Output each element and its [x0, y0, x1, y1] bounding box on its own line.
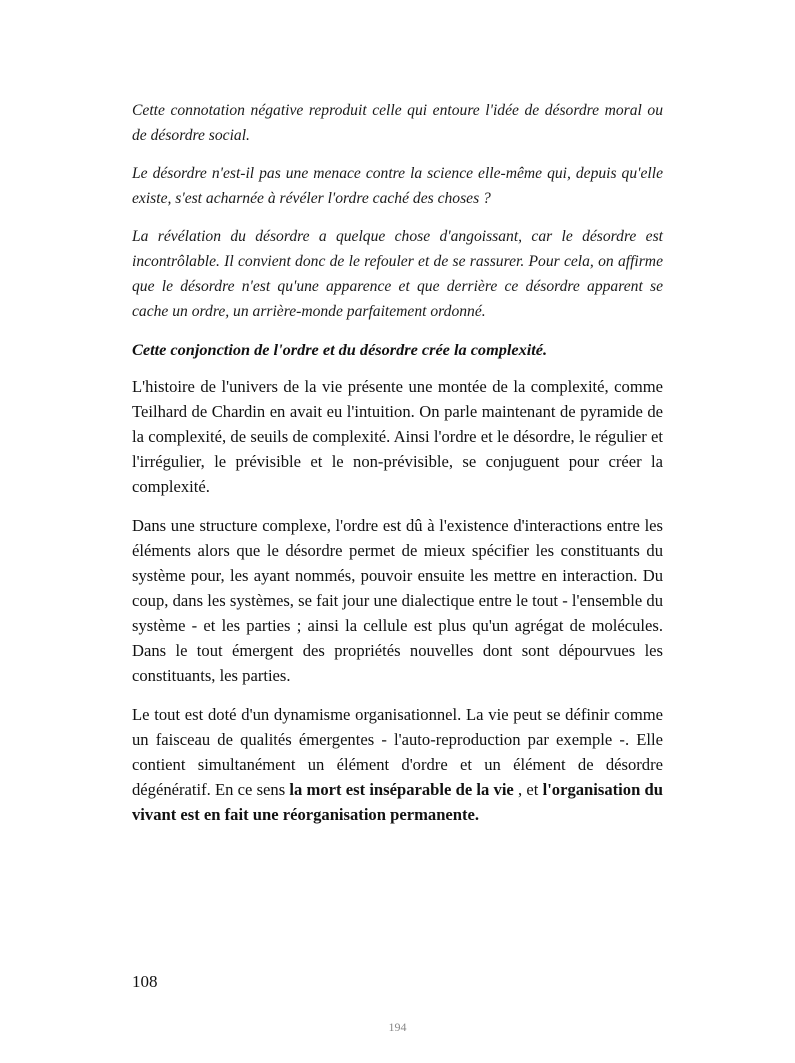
body-paragraph-1: L'histoire de l'univers de la vie présente une montée de la complexité, comme Teilhard de Chardin en avait eu l'intuition. On parle maintenant de pyramide de la complexité, de seuils de complexité. Ainsi l'ordre et le désordre, le régulier et l'irrégulier, le prévisible et le non-prévisible, se conjuguent pour créer la complexité. [132, 377, 663, 496]
body-paragraph-2: Dans une structure complexe, l'ordre est dû à l'existence d'interactions entre les éléments alors que le désordre permet de mieux spécifier les constituants du système pour, les ayant nommés, pouvoir ensuite les mettre en interaction. Du coup, dans les systèmes, se fait jour une dialectique entre le tout - l'ensemble du système - et les parties ; ainsi la cellule est plus qu'un agrégat de molécules. Dans le tout émergent des propriétés nouvelles dont sont dépourvues les constituants, les parties. [132, 516, 663, 685]
section-heading: Cette conjonction de l'ordre et du désordre crée la complexité. [132, 340, 548, 359]
book-page-number: 108 [132, 972, 158, 991]
body-paragraph-3 [132, 702, 663, 827]
paragraph-text-start: Le tout est doté d'un dynamisme organisationnel. La vie peut se définir comme un faisceau de qualités émergentes - l'auto-reproduction par exemple -. Elle contient simultanément un élément d'ordre et un élément de désordre dégénératif. En ce sens [132, 705, 663, 799]
bold-phrase-mort: la mort est inséparable de la vie [289, 780, 514, 799]
italic-paragraph-2: Le désordre n'est-il pas une menace contre la science elle-même qui, depuis qu'elle existe, s'est acharnée à révéler l'ordre caché des choses ? [132, 165, 663, 207]
paragraph-text-mid: , et [513, 780, 543, 799]
page-body [132, 98, 663, 841]
pdf-page-number: 194 [388, 1020, 407, 1034]
italic-paragraph-3: La révélation du désordre a quelque chose d'angoissant, car le désordre est incontrôlable. Il convient donc de le refouler et de se rassurer. Pour cela, on affirme que le désordre n'est qu'une apparence et que derrière ce désordre apparent se cache un ordre, un arrière-monde parfaitement ordonné. [132, 228, 663, 320]
italic-paragraph-1: Cette connotation négative reproduit celle qui entoure l'idée de désordre moral ou de désordre social. [132, 102, 663, 144]
bold-phrase-organisation: l'organisation du vivant est en fait une réorganisation permanente. [132, 780, 663, 824]
